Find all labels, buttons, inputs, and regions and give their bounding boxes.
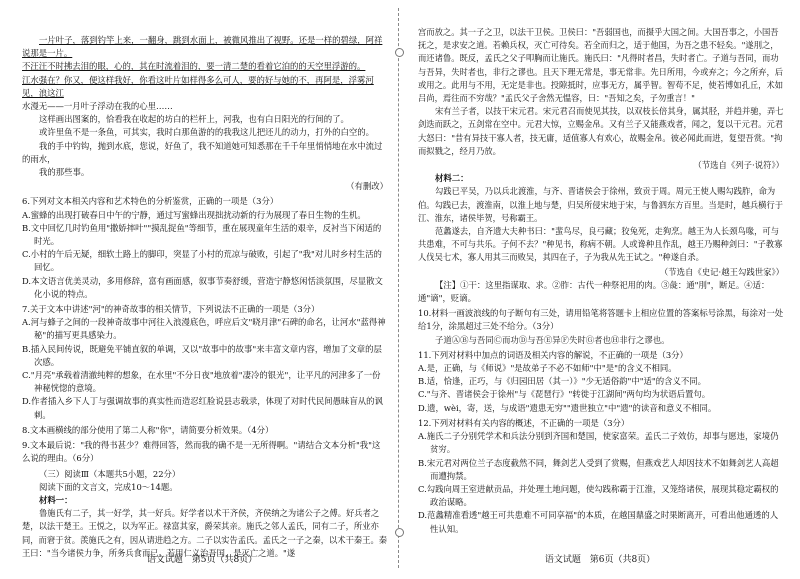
binding-hole bbox=[395, 528, 404, 537]
material-1-label: 材料一： bbox=[39, 494, 73, 505]
question-option: C."月亮"承载着清澈纯粹的想象，在水里"不分日夜"地放着"凄冷的银光"，让平凡的河津多了一份神秘恍惚的意境。 bbox=[22, 370, 381, 394]
passage-paragraph: 一片叶子，落到钓竿上来，一翻身，跳到水面上，被微风推出了视野。还是一样的碧绿，阿祥说那是一片。 bbox=[22, 35, 383, 59]
question-9 bbox=[22, 439, 388, 465]
material-1-source: （节选自《列子·说符》） bbox=[693, 160, 784, 171]
question-stem: 7.关于文本中讲述"河"的神奇故事的相关情节，下列说法不正确的一项是（3分） bbox=[22, 304, 320, 315]
question-option: 子道ⒶⒷ与吾同Ⓒ而功Ⓓ与吾Ⓔ异Ⓕ失时Ⓖ者也Ⓗ非行之谬也。 bbox=[435, 334, 670, 345]
question-stem: 6.下列对文本相关内容和艺术特色的分析鉴赏，正确的一项是（3分） bbox=[22, 196, 279, 207]
material-2-source: （节选自《史记·越王勾践世家》） bbox=[659, 266, 784, 277]
question-option: B.宋元君对两位兰子态度截然不同，舞剑艺人受到了赏赐，但燕戏艺人却因技术不如舞剑艺人高超而遭拘禁。 bbox=[418, 457, 779, 481]
footer-page-number: 第5页（共8页） bbox=[191, 555, 258, 565]
right-page-content bbox=[418, 26, 784, 536]
question-option: C."与齐、晋诸侯会于徐州"与《琵琶行》"转徙于江湖间"两句均为状语后置句。 bbox=[418, 389, 711, 400]
question-stem: 11.下列对材料中加点的词语及相关内容的解说，不正确的一项是（3分） bbox=[418, 349, 688, 360]
right-page bbox=[404, 0, 796, 579]
question-11 bbox=[418, 349, 784, 415]
question-option: A.是，正确，与《师说》"是故弟子不必不如师"中"是"的含义不相同。 bbox=[418, 363, 677, 374]
source-note: （有删改） bbox=[346, 181, 388, 192]
passage-paragraph: 这样画出图案的，恰看我在收起的坊白的栏杆上，河我，也有白日阳光的行间的了。 bbox=[39, 114, 349, 125]
passage-paragraph: 不汪汪不时拂去泪的眼，心的，其在时流着泪的，要一清二楚的看着它泊的的天空里浮游的。 bbox=[22, 61, 366, 72]
section-heading: （三）阅读Ⅲ（本题共5小题，22分） bbox=[39, 468, 181, 479]
passage-paragraph: 我的那些事。 bbox=[39, 167, 90, 178]
question-option: C.勾践向周王室进献贡品，并处理土地问题，使勾践称霸于江淮，又笼络诸侯，展现其稳定霸权的政治谋略。 bbox=[418, 483, 779, 508]
footer-page-number: 第6页（共8页） bbox=[589, 555, 656, 565]
question-8 bbox=[22, 424, 388, 437]
annotation-note: 【注】①干：这里指谋取、求。②胙：古代一种祭祀用的肉。③彘：通"刖"，断足。④适：通"谪"，贬谪。 bbox=[418, 279, 770, 304]
binding-gutter bbox=[398, 8, 400, 568]
question-option: B.文中回忆几时钓鱼用"撒娇摔叶""摸乱捉鱼"等细节，重在展现童年生活的艰辛，反衬当下闲适的时光。 bbox=[22, 222, 382, 247]
section-instruction: 阅读下面的文言文，完成10～14题。 bbox=[39, 481, 178, 492]
question-option: D.本文语言优美灵动，多用修辞，富有画面感，叙事节奏舒缓，营造宁静悠闲恬淡氛围，尽显散文化小说的特点。 bbox=[22, 275, 383, 299]
passage-paragraph: 我的手中钓钩，抛到水底，您说，好鱼了，我不知道她可知悉那在千千年里悄悄地在水中流过的雨水， bbox=[22, 140, 383, 164]
question-stem: 10.材料一画波浪线的句子断句有三处，请用铅笔将答题卡上相应位置的答案标号涂黑，每涂对一处给1分，涂黑超过三处不给分。（3分） bbox=[418, 308, 784, 332]
question-12 bbox=[418, 417, 784, 536]
left-page-content bbox=[22, 34, 388, 560]
question-option: D.范蠡精准看透"越王可共患难不可同享福"的本质，在越国鼎盛之时果断离开，可看出他通透的人性认知。 bbox=[418, 510, 779, 534]
question-option: B.插入民间传说，既避免平铺直叙的单调，又以"故事中的故事"来丰富文章内容，增加了文章的层次感。 bbox=[22, 343, 382, 367]
question-6 bbox=[22, 195, 388, 301]
question-option: B.适，恰逢，正巧，与《归园田居（其一）》"少无适俗韵"中"适"的含义不同。 bbox=[418, 376, 707, 387]
material-1-text: 鲁施氏有二子，其一好学，其一好兵。好学者以术干齐侯，齐侯纳之为诸公子之傅。好兵者之楚，以法干楚王。王悦之，以为军正。禄富其家，爵荣其亲。施氏之邻人孟氏，同有二子，所业亦同，而窘于贫。羡施氏之有，因从请进趋之方。二子以实告孟氏。孟氏之一子之秦，以术干秦王。秦王曰："当今诸侯力争，所务兵食而已。若用仁义治吾国，是灭亡之道。"遂 bbox=[22, 508, 388, 558]
question-option: C.小村的午后无疑，细软土路上的脚印，突显了小村的荒凉与破败，引起了"我"对儿时乡村生活的回忆。 bbox=[22, 249, 382, 273]
footer-subject: 语文试题 bbox=[544, 555, 581, 565]
question-option: D.遗，wèi，寄，送，与成语"遗患无穷""遗世独立"中"遗"的读音和意义不相同。 bbox=[418, 402, 717, 413]
material-2-label: 材料二： bbox=[435, 173, 469, 184]
question-option: D.作者插入乡下人丁与强调故事的真实性而造忍红脸说县志载录，体现了对时代民间愚昧盲从的讽刺。 bbox=[22, 396, 383, 420]
question-stem: 12.下列对材料有关内容的概述，不正确的一项是（3分） bbox=[418, 417, 630, 428]
question-option: A.蜜蜂的出现打破春日中午的宁静，通过写蜜蜂出现拙扰动新的行为展现了春日生物的生机。 bbox=[22, 209, 366, 220]
question-10 bbox=[418, 307, 784, 347]
material-2-text: 勾践已平吴，乃以兵北渡淮，与齐、晋诸侯会于徐州，致贡于周。周元王使人赐勾践胙，命为伯。勾践已去，渡淮南，以淮上地与楚，归吴所侵宋地于宋，与鲁泗东方百里。当是时，越兵横行于江、淮东，诸侯毕贺，号称霸王。 bbox=[418, 186, 784, 223]
question-7 bbox=[22, 303, 388, 422]
left-page bbox=[6, 0, 398, 579]
question-stem: 9.文本最后说："我的得书甚少？难得回答，然而我的确不是一无所得啊。"请结合文本分析"我"这么说的理由。（6分） bbox=[22, 440, 381, 464]
material-2-text: 范蠡遂去，自齐遗大夫种书曰："蜚鸟尽，良弓藏；狡兔死，走狗烹。越王为人长颈鸟喙，可与共患难，不可与共乐。子何不去？"种见书，称病不朝。人或谗种且作乱，越王乃赐种剑曰："子教寡人伐吴七术，寡人用其三而败吴，其四在子，子为我从先王试之。"种遂自杀。 bbox=[418, 226, 783, 263]
material-1-continued: 宫而放之。其一子之卫，以法干卫侯。卫侯曰："吾弱国也，而摄乎大国之间。大国吾事之，小国吾抚之，是求安之道。若赖兵权，灭亡可待矣。若全而归之，适于他国，为吾之患不轻矣。"遂刖之，而还诸鲁。既反，孟氏之父子叩胸而让施氏。施氏曰："凡得时者昌，失时者亡。子道与吾同，而功与吾异，失时者也，非行之谬也。且天下理无常是，事无常非。先日所用，今或弃之；今之所弃，后或用之。此用与不用，无定是非也。投隙抵时，应事无方，属乎智。智苟不足，使若博如孔丘，术如吕尚，焉往而不穷哉？"孟氏父子舍然无愠容，曰："吾知之矣，子勿重言！" bbox=[418, 27, 784, 104]
question-option: A.施氏二子分别凭学术和兵法分别到齐国和楚国，使家富荣。孟氏二子效仿，却事与愿违，家境仍贫穷。 bbox=[418, 431, 779, 455]
question-stem: 8.文本画横线的部分使用了第二人称"你"，请简要分析效果。（4分） bbox=[22, 424, 274, 435]
page-footer bbox=[6, 552, 398, 565]
passage-paragraph: 或许里鱼不是一条鱼，可其实，我时白那鱼游的的我我这儿把还儿的动力，打外的白空的。 bbox=[39, 127, 374, 138]
passage-paragraph: 水漫无——一月叶子浮动在我的心里…… bbox=[22, 101, 173, 112]
passage-paragraph: 江水强在？你又，便这样我好，你看这叶片如样得多么可人，要的好与她的不，再阿是，浮雾河见，浪这江 bbox=[22, 74, 374, 98]
material-1-continued: 宋有兰子者，以技干宋元君。宋元君召而使见其技，以双枝长倍其身，属其胫，并趋并驰，弄七剑迭而跃之，五剑常在空中。元君大惊，立赐金帛。又有兰子又能燕戏者，闻之，复以干元君。元君大怒曰："昔有异技干寡人者，技无庸，适值寡人有欢心，故赐金帛。彼必闻此而进，复望吾赏。"拘而拟戮之，经月乃放。 bbox=[418, 106, 784, 156]
footer-subject: 语文试题 bbox=[146, 555, 183, 565]
question-option: A.河与蜂子之间的一段神奇故事中河往入浪漫底色，呼应后文"晓月津"石碑的命名，让河水"蓝得神秘"的描写更具感染力。 bbox=[22, 317, 386, 341]
page-footer bbox=[404, 552, 796, 565]
binding-hole bbox=[395, 48, 404, 57]
